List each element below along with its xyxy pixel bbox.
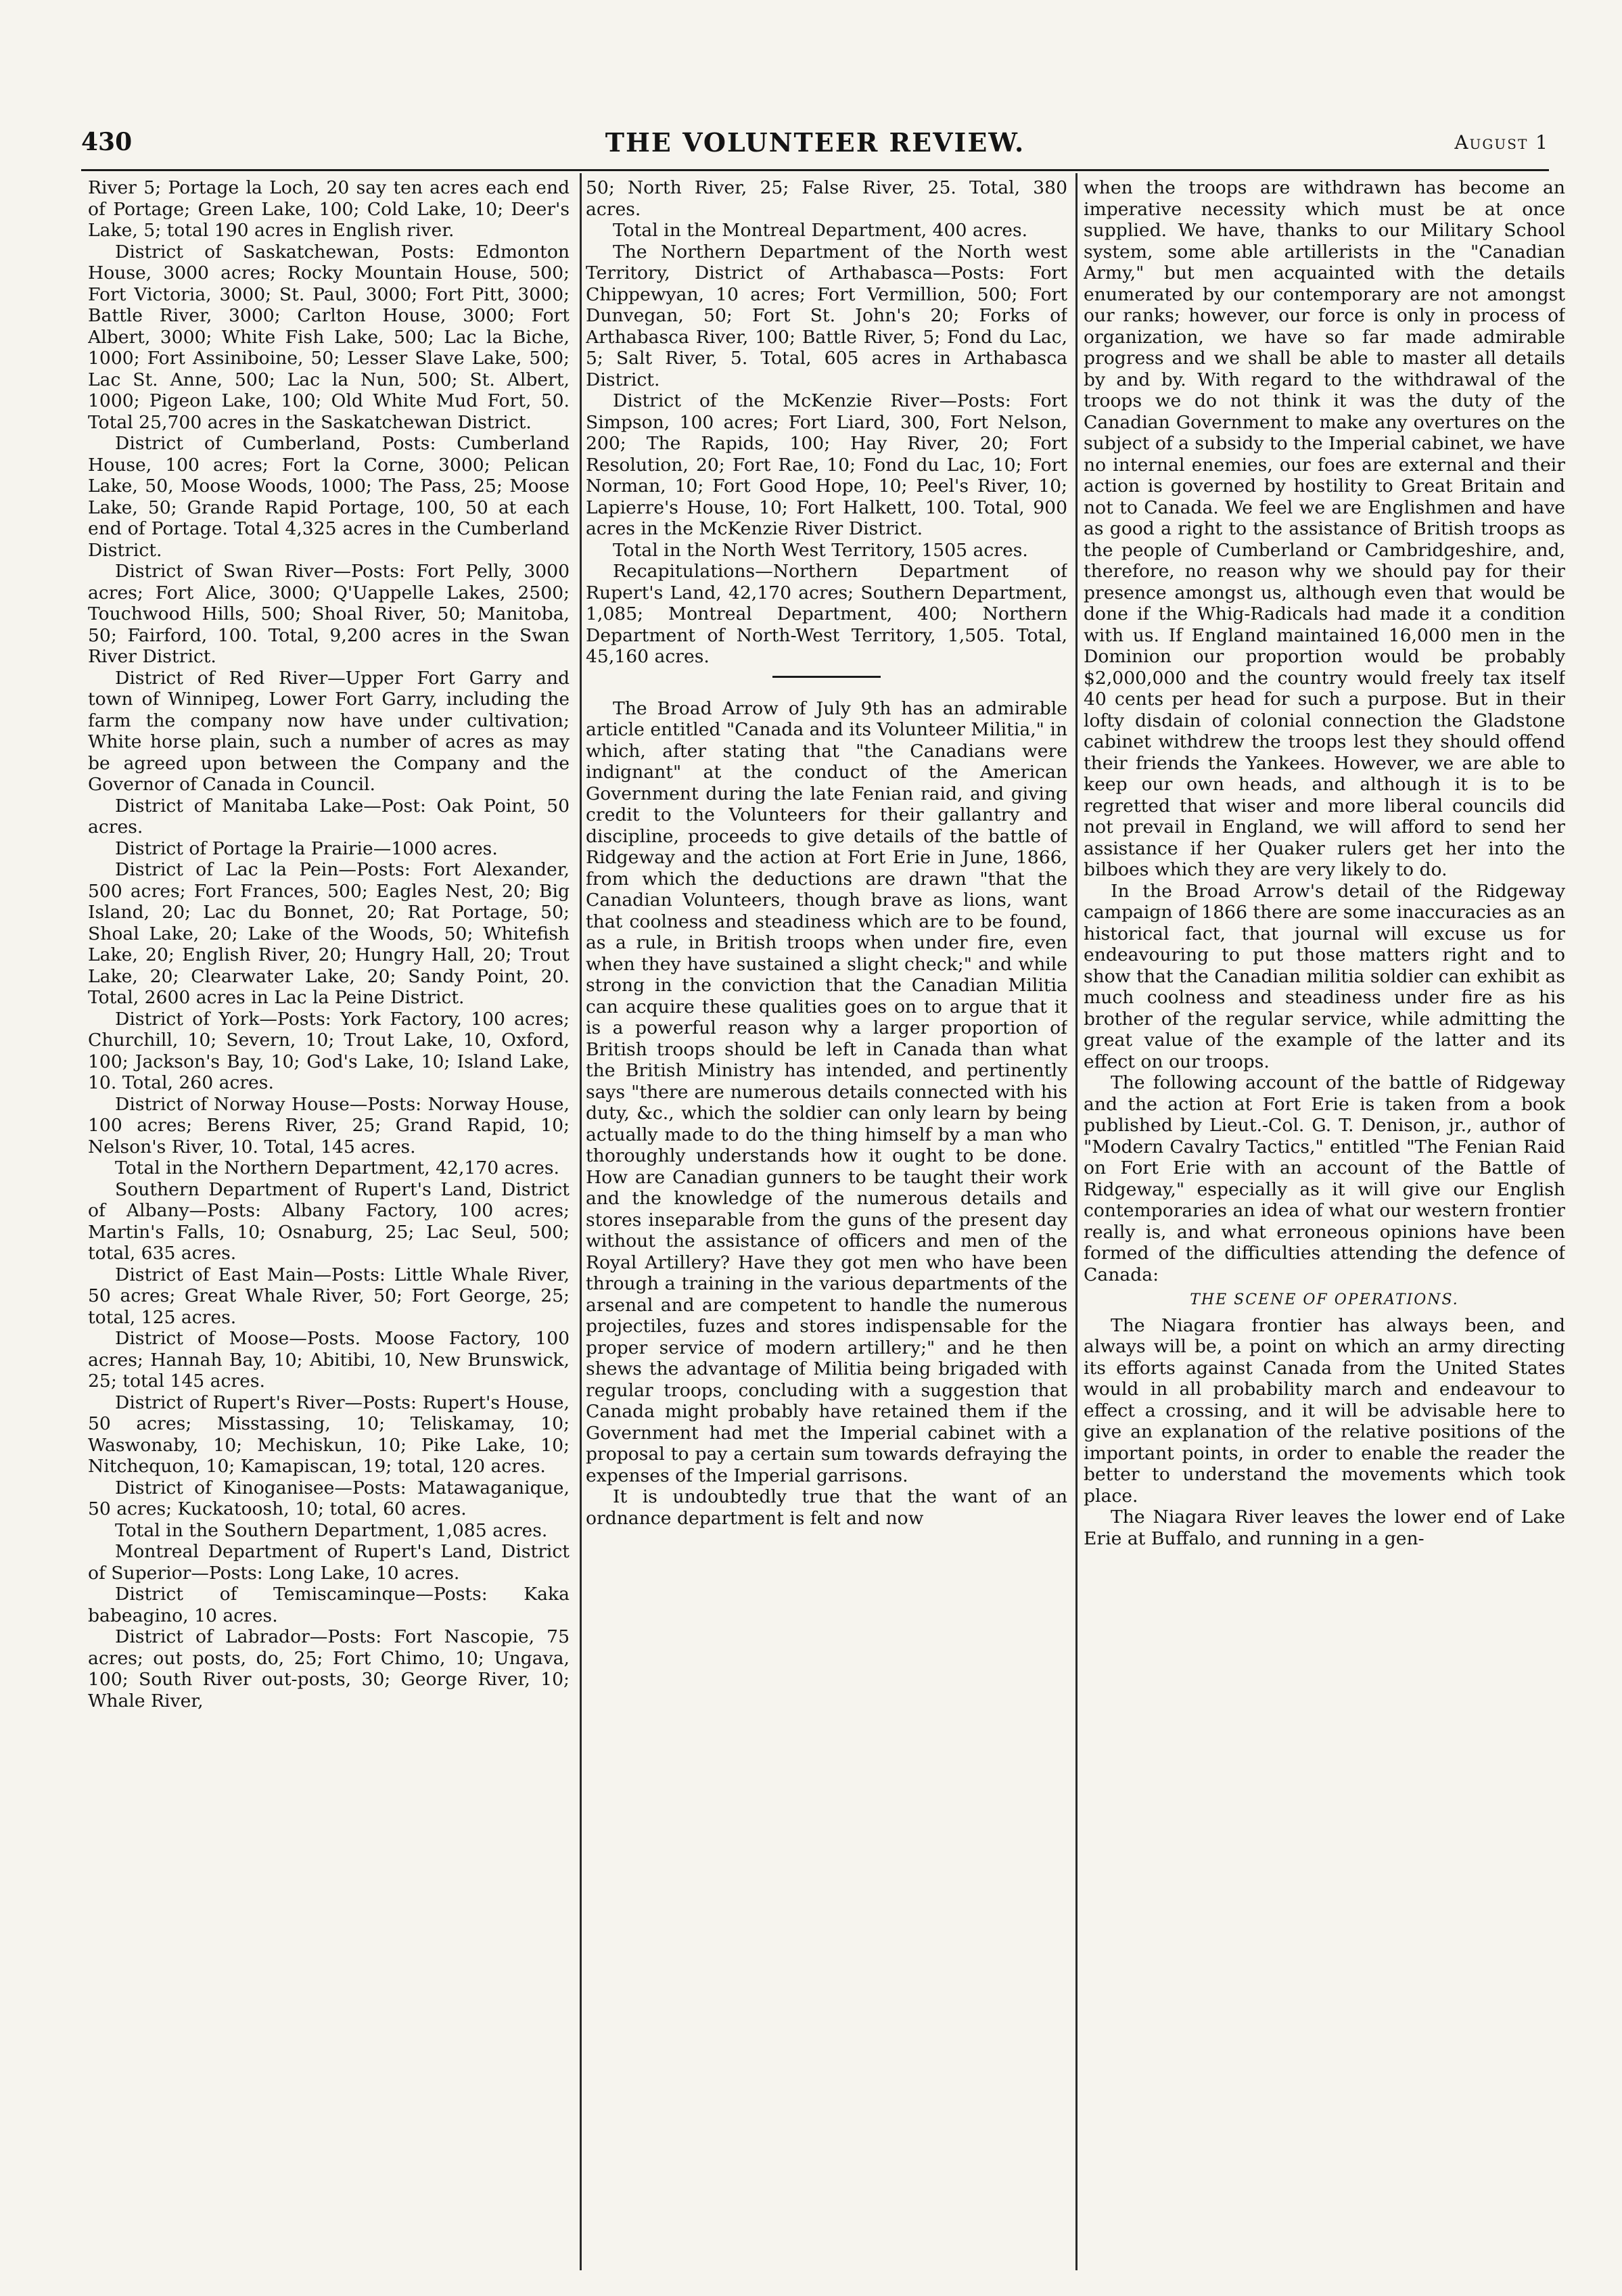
paragraph: District of Manitaba Lake—Post: Oak Point, 50 acres.	[88, 795, 570, 837]
paragraph: District of Lac la Pein—Posts: Fort Alexander, 500 acres; Fort Frances, 500; Eagles Nest, 20; Big Island, 20; Lac du Bonnet, 20; Rat Portage, 50; Shoal Lake, 20; Lake of the Woods, 50; Whitefish Lake, 20; English River, 20; Hungry Hall, 20; Trout Lake, 20; Clearwater Lake, 20; Sandy Point, 20. Total, 2600 acres in Lac la Peine District.	[88, 859, 570, 1008]
paragraph: District of Cumberland, Posts: Cumberland House, 100 acres; Fort la Corne, 3000; Pelican Lake, 50, Moose Woods, 1000; The Pass, 25; Moose Lake, 50; Grande Rapid Portage, 100, 50 at each end of Portage. Total 4,325 acres in the Cumberland District.	[88, 433, 570, 561]
publication-title: THE VOLUNTEER REVIEW.	[605, 127, 1025, 158]
paragraph: District of Rupert's River—Posts: Rupert's House, 50 acres; Misstassing, 10; Teliskamay, 10; Waswonaby, 10; Mechiskun, 10; Pike Lake, 10; Nitchequon, 10; Kamapiscan, 19; total, 120 acres.	[88, 1392, 570, 1477]
section-divider	[772, 676, 881, 678]
masthead	[81, 122, 1549, 162]
column-rule-1	[580, 173, 582, 2270]
subheading: THE SCENE OF OPERATIONS.	[1190, 1291, 1459, 1308]
paragraph: District of Portage la Prairie—1000 acres.	[115, 837, 498, 859]
paragraph: Southern Department of Rupert's Land, District of Albany—Posts: Albany Factory, 100 acres; Martin's Falls, 10; Osnaburg, 25; Lac Seul, 500; total, 635 acres.	[88, 1178, 570, 1264]
paragraph: Total in the Montreal Department, 400 acres.	[613, 220, 1028, 241]
paragraph: In the Broad Arrow's detail of the Ridgeway campaign of 1866 there are some inaccuracies as an historical fact, that journal will excuse us for endeavouring to put those matters right and to show that the Canadian militia soldier can exhibit as much coolness and steadiness under fire as his brother of the regular service, while admitting the great value of the example of the latter and its effect on our troops.	[1084, 880, 1565, 1072]
paragraph: District of Temiscaminque—Posts: Kaka babeagino, 10 acres.	[88, 1584, 570, 1626]
column-3	[1084, 177, 1565, 2274]
paragraph: District of Moose—Posts. Moose Factory, 100 acres; Hannah Bay, 10; Abitibi, 10, New Brunswick, 25; total 145 acres.	[88, 1328, 570, 1392]
paragraph: 50; North River, 25; False River, 25. Total, 380 acres.	[586, 177, 1067, 220]
paragraph: Recapitulations—Northern Department of Rupert's Land, 42,170 acres; Southern Department, 1,085; Montreal Department, 400; Northern Department of North-West Territory, 1,505. Total, 45,160 acres.	[586, 561, 1067, 667]
paragraph: District of Swan River—Posts: Fort Pelly, 3000 acres; Fort Alice, 3000; Q'Uappelle Lakes, 2500; Touchwood Hills, 500; Shoal River, 50; Manitoba, 50; Fairford, 100. Total, 9,200 acres in the Swan River District.	[88, 561, 570, 667]
paragraph: Total in the Southern Department, 1,085 acres.	[115, 1519, 548, 1541]
paragraph: District of Norway House—Posts: Norway House, 100 acres; Berens River, 25; Grand Rapid, 10; Nelson's River, 10. Total, 145 acres.	[88, 1093, 570, 1157]
column-rule-2	[1075, 173, 1078, 2270]
paragraph: Montreal Department of Rupert's Land, District of Superior—Posts: Long Lake, 10 acres.	[88, 1541, 570, 1584]
paragraph: District of Saskatchewan, Posts: Edmonton House, 3000 acres; Rocky Mountain House, 500; Fort Victoria, 3000; St. Paul, 3000; Fort Pitt, 3000; Battle River, 3000; Carlton House, 3000; Fort Albert, 3000; White Fish Lake, 500; Lac la Biche, 1000; Fort Assiniboine, 50; Lesser Slave Lake, 500; Lac St. Anne, 500; Lac la Nun, 500; St. Albert, 1000; Pigeon Lake, 100; Old White Mud Fort, 50. Total 25,700 acres in the Saskatchewan District.	[88, 241, 570, 433]
page-number: 430	[81, 128, 133, 156]
paragraph: The Northern Department of the North west Territory, District of Arthabasca—Posts: Fort Chippewyan, 10 acres; Fort Vermillion, 500; Fort Dunvegan, 50; Fort St. John's 20; Forks of Arthabasca River, 100; Battle River, 5; Fond du Lac, 5; Salt River, 5. Total, 605 acres in Arthabasca District.	[586, 241, 1067, 390]
paragraph: The Niagara frontier has always been, and always will be, a point on which an army directing its efforts against Canada from the United States would in all probability march and endeavour to effect a crossing, and it will be advisable here to give an explanation of the relative positions of the important points, in order to enable the reader the better to understand the movements which took place.	[1084, 1314, 1565, 1507]
paragraph: The Broad Arrow of July 9th has an admirable article entitled "Canada and its Volunteer Militia," in which, after stating that "the Canadians were indignant" at the conduct of the American Government during the late Fenian raid, and giving credit to the Volunteers for their gallantry and discipline, proceeds to give details of the battle of Ridgeway and the action at Fort Erie in June, 1866, from which the deductions are drawn "that the Canadian Volunteers, though brave as lions, want that coolness and steadiness which are to be found, as a rule, in British troops when under fire, even when they have sustained a slight check;" and while strong in the conviction that the Canadian Militia can acquire these qualities goes on to argue that it is a powerful reason why a larger proportion of British troops should be left in Canada than what the British Ministry has intended, and pertinently says "there are numerous details connected with his duty, &c., which the soldier can only learn by being actually made to do the thing himself by a man who thoroughly understands how it ought to be done. How are Canadian gunners to be taught their work and the knowledge of the numerous details and stores inseparable from the guns of the present day without the assistance of officers and men of the Royal Artillery? Have they got men who have been through a training in the various departments of the arsenal and are competent to handle the numerous projectiles, fuzes and stores indispensable for the proper service of modern artillery;" and he then shews the advantage of Militia being brigaded with regular troops, concluding with a suggestion that Canada might probably have retained them if the Government had met the Imperial cabinet with a proposal to pay a certain sum towards defraying the expenses of the Imperial garrisons.	[586, 697, 1067, 1486]
paragraph: District of Kinoganisee—Posts: Matawaganique, 50 acres; Kuckatoosh, 10; total, 60 acres.	[88, 1477, 570, 1519]
column-1	[88, 177, 570, 2274]
paragraph: The Niagara River leaves the lower end of Lake Erie at Buffalo, and running in a gen-	[1084, 1507, 1565, 1549]
paragraph: It is undoubtedly true that the want of an ordnance department is felt and now	[586, 1486, 1067, 1529]
paragraph: Total in the Northern Department, 42,170 acres.	[115, 1157, 559, 1178]
paragraph: District of York—Posts: York Factory, 100 acres; Churchill, 10; Severn, 10; Trout Lake, 10, Oxford, 100; Jackson's Bay, 10; God's Lake, 10; Island Lake, 10. Total, 260 acres.	[88, 1008, 570, 1093]
paragraph: District of Red River—Upper Fort Garry and town of Winnipeg, Lower Fort Garry, including the farm the company now have under cultivation; White horse plain, such a number of acres as may be agreed upon between the Company and the Governor of Canada in Council.	[88, 667, 570, 795]
paragraph: District of the McKenzie River—Posts: Fort Simpson, 100 acres; Fort Liard, 300, Fort Nelson, 200; The Rapids, 100; Hay River, 20; Fort Resolution, 20; Fort Rae, 10; Fond du Lac, 10; Fort Norman, 10; Fort Good Hope, 10; Peel's River, 10; Lapierre's House, 10; Fort Halkett, 100. Total, 900 acres in the McKenzie River District.	[586, 390, 1067, 539]
paragraph: District of Labrador—Posts: Fort Nascopie, 75 acres; out posts, do, 25; Fort Chimo, 10; Ungava, 100; South River out-posts, 30; George River, 10; Whale River,	[88, 1626, 570, 1712]
paragraph: District of East Main—Posts: Little Whale River, 50 acres; Great Whale River, 50; Fort George, 25; total, 125 acres.	[88, 1264, 570, 1328]
paragraph: The following account of the battle of Ridgeway and the action at Fort Erie is taken from a book published by Lieut.-Col. G. T. Denison, jr., author of "Modern Cavalry Tactics," entitled "The Fenian Raid on Fort Erie with an account of the Battle of Ridgeway," especially as it will give our English contemporaries an idea of what our western frontier really is, and what erroneous opinions have been formed of the difficulties attending the defence of Canada:	[1084, 1072, 1565, 1285]
column-2	[586, 177, 1067, 2274]
issue-date: August 1	[1454, 131, 1549, 154]
paragraph: Total in the North West Territory, 1505 acres.	[613, 539, 1028, 561]
paragraph: River 5; Portage la Loch, 20 say ten acres each end of Portage; Green Lake, 100; Cold Lake, 10; Deer's Lake, 5; total 190 acres in English river.	[88, 177, 570, 241]
paragraph: when the troops are withdrawn has become an imperative necessity which must be at once supplied. We have, thanks to our Military School system, some able artillerists in the "Canadian Army," but men acquainted with the details enumerated by our contemporary are not amongst our ranks; however, our force is only in process of organization, we have so far made admirable progress and we shall be able to master all details by and by. With regard to the withdrawal of the troops we do not think it was the duty of the Canadian Government to make any overtures on the subject of a subsidy to the Imperial cabinet, we have no internal enemies, our foes are external and their action is governed by hostility to Great Britain and not to Canada. We feel we are Englishmen and have as good a right to the assistance of British troops as the people of Cumberland or Cambridgeshire, and, therefore, no reason why we should pay for their presence amongst us, although even that would be done if the Whig-Radicals had made it a condition with us. If England maintained 16,000 men in the Dominion our proportion would be probably $2,000,000 and the country would freely tax itself 40 cents per head for such a purpose. But in their lofty disdain of colonial connection the Gladstone cabinet withdrew the troops lest they should offend their friends the Yankees. However, we are able to keep our own heads, and although it is to be regretted that wiser and more liberal councils did not prevail in England, we will afford to send her assistance if her Quaker rulers get her into the bilboes which they are very likely to do.	[1084, 177, 1565, 880]
masthead-rule	[81, 169, 1549, 171]
